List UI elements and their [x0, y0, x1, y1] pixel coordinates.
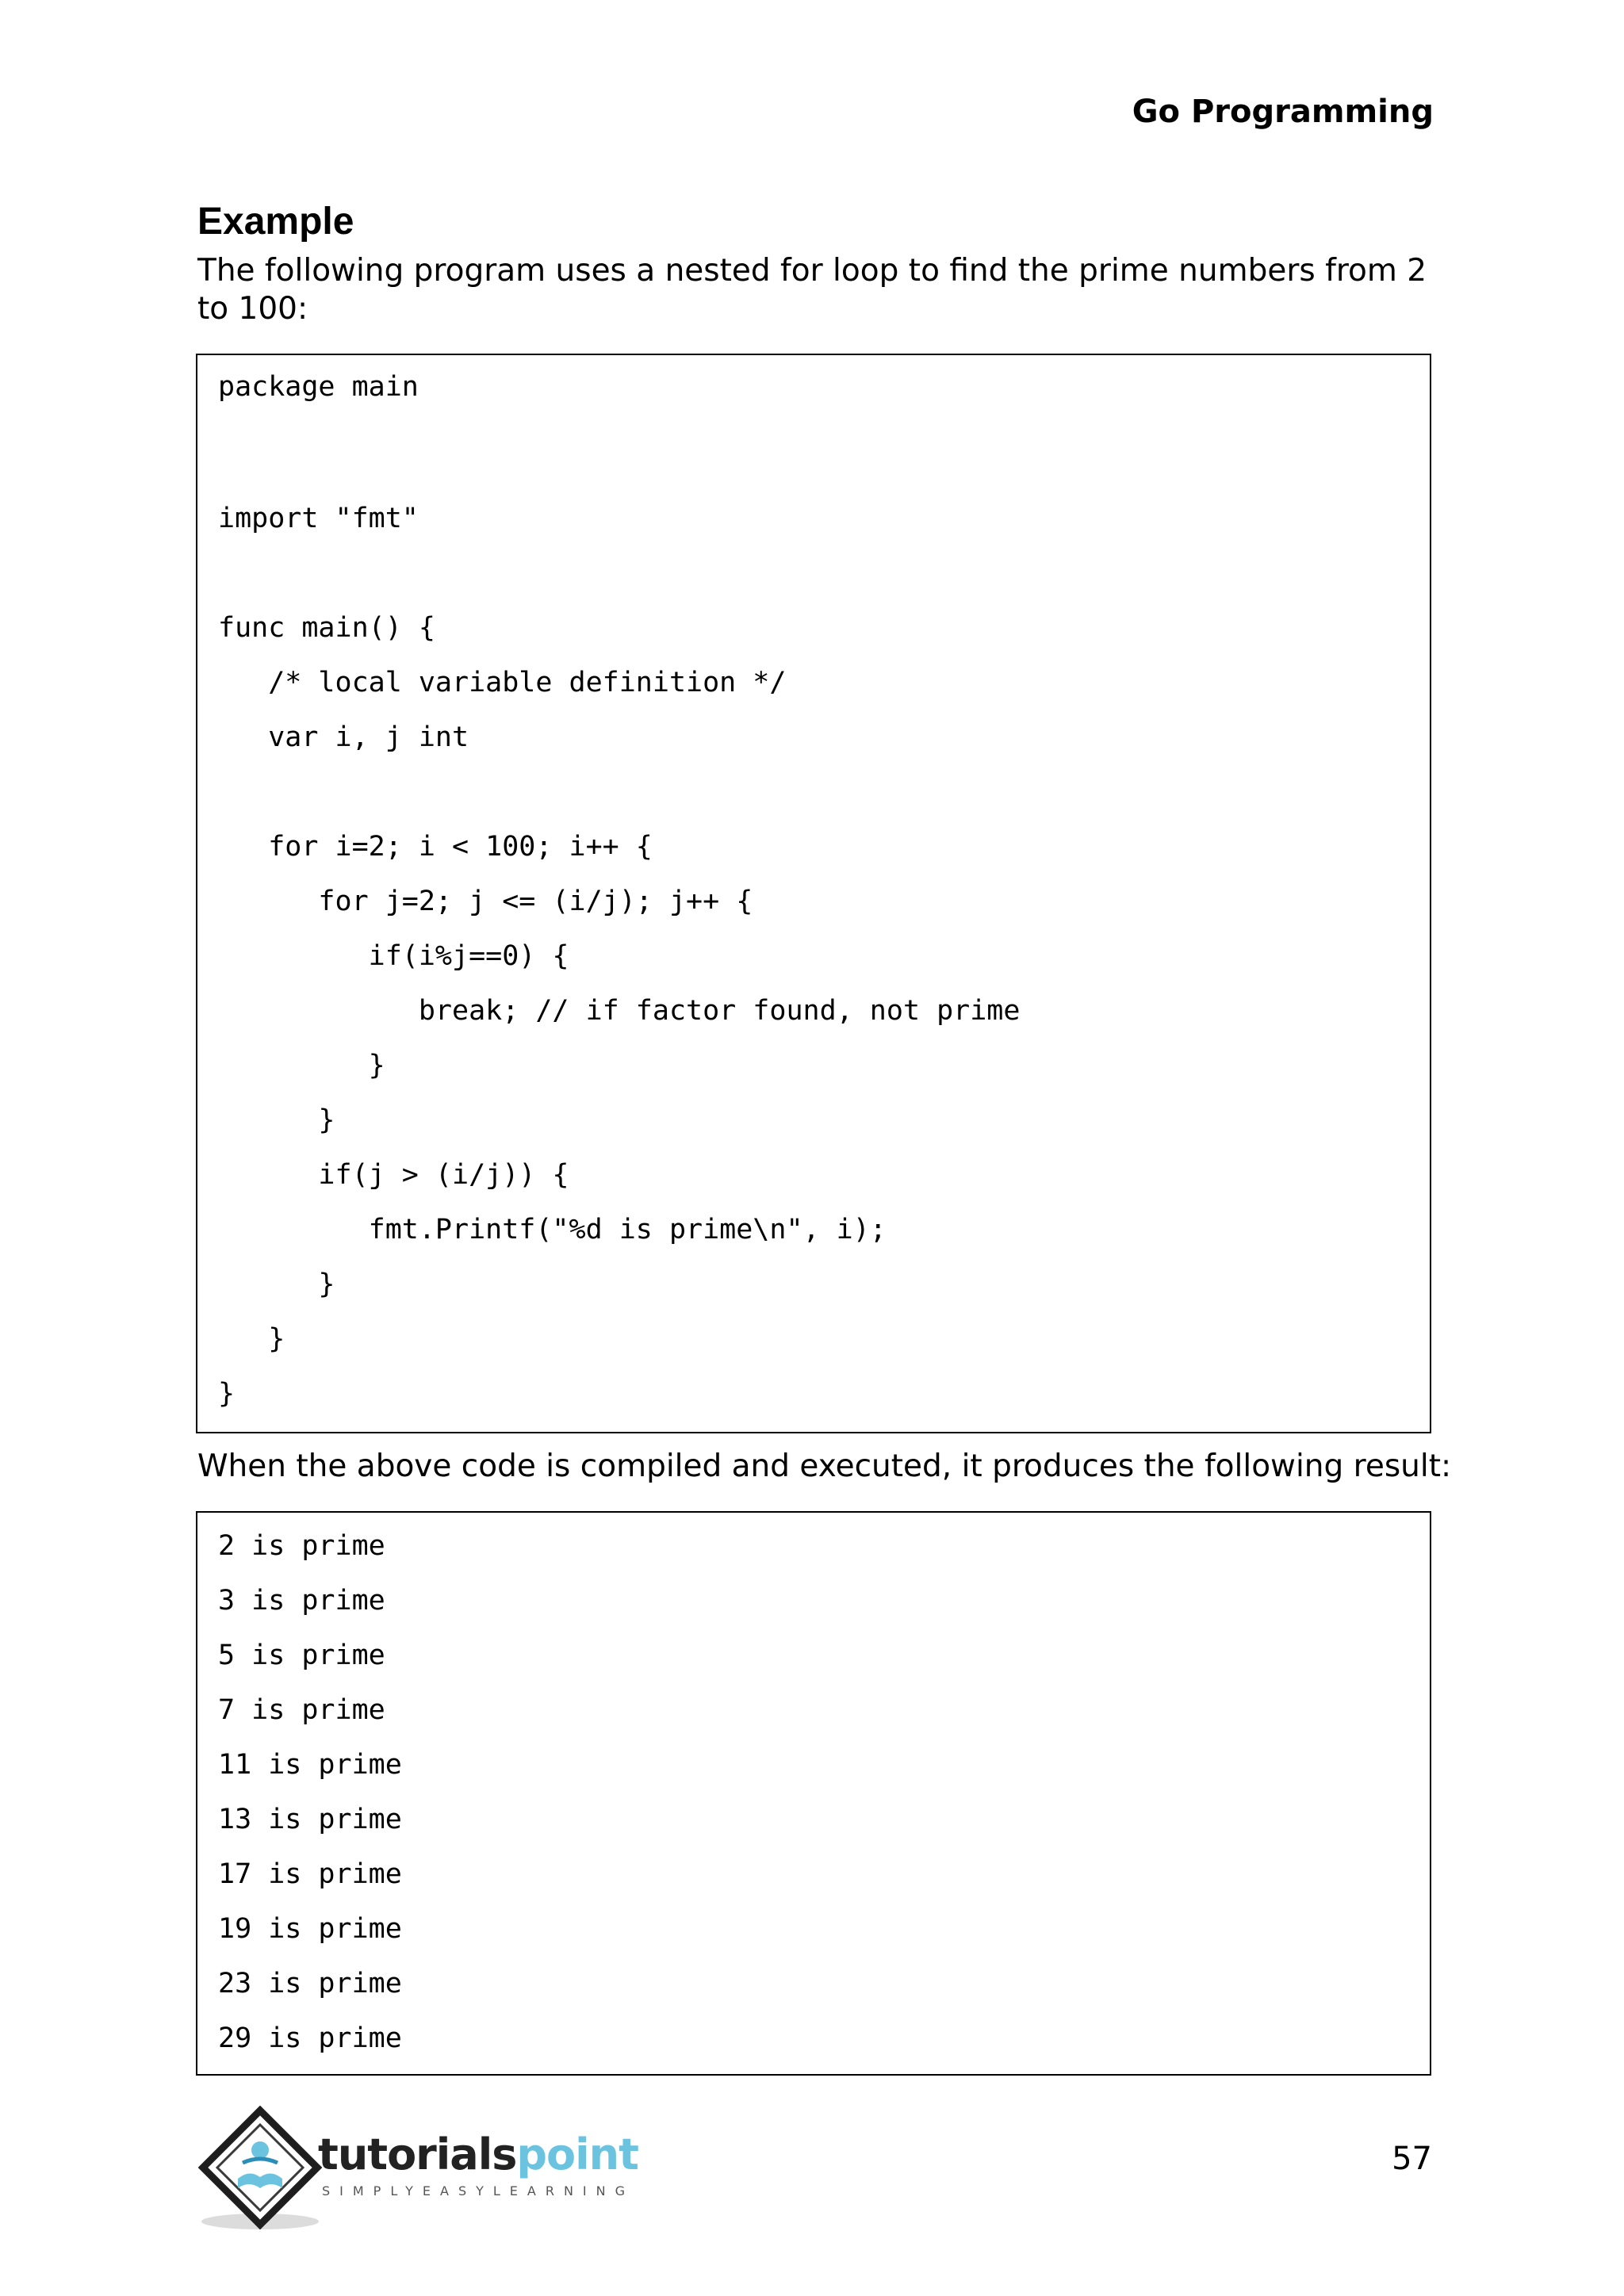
- logo-wordmark-point: point: [516, 2130, 638, 2179]
- code-line: var i, j int: [218, 721, 469, 753]
- code-line: }: [218, 1378, 236, 1410]
- code-line: func main() {: [218, 612, 435, 644]
- code-line: for i=2; i < 100; i++ {: [218, 831, 653, 863]
- code-line: }: [218, 1269, 335, 1300]
- program-output-block: [196, 1511, 1431, 2076]
- code-line: }: [218, 1104, 335, 1136]
- code-line: fmt.Printf("%d is prime\n", i);: [218, 1214, 887, 1246]
- output-line: 29 is prime: [218, 2022, 402, 2054]
- tutorialspoint-logo: [197, 2106, 641, 2233]
- code-line: break; // if factor found, not prime: [218, 995, 1021, 1027]
- section-heading: Example: [197, 201, 354, 243]
- output-line: 3 is prime: [218, 1585, 385, 1617]
- code-line: if(j > (i/j)) {: [218, 1159, 569, 1191]
- running-header: Go Programming: [1132, 94, 1434, 130]
- intro-paragraph: The following program uses a nested for loop to find the prime numbers from 2 to 100:: [197, 253, 1427, 327]
- output-line: 13 is prime: [218, 1804, 402, 1835]
- output-line: 23 is prime: [218, 1968, 402, 1999]
- code-line: /* local variable definition */: [218, 667, 787, 698]
- output-line: 11 is prime: [218, 1749, 402, 1781]
- code-line: for j=2; j <= (i/j); j++ {: [218, 886, 753, 917]
- result-intro-text: When the above code is compiled and executed, it produces the following result:: [197, 1448, 1452, 1484]
- output-line: 7 is prime: [218, 1694, 385, 1726]
- output-line: 17 is prime: [218, 1858, 402, 1890]
- program-code-block: [196, 354, 1431, 1433]
- code-line: if(i%j==0) {: [218, 940, 569, 972]
- logo-diamond-icon: [197, 2106, 324, 2233]
- code-line: }: [218, 1323, 285, 1355]
- logo-wordmark: [318, 2130, 638, 2179]
- output-line: 5 is prime: [218, 1640, 385, 1671]
- code-line: }: [218, 1050, 385, 1081]
- logo-wordmark-tutorials: tutorials: [318, 2130, 517, 2179]
- output-line: 2 is prime: [218, 1530, 385, 1562]
- logo-tagline: SIMPLYEASYLEARNING: [322, 2183, 635, 2198]
- output-line: 19 is prime: [218, 1913, 402, 1945]
- page-number: 57: [1392, 2141, 1432, 2177]
- code-line: package main: [218, 371, 419, 403]
- code-line: import "fmt": [218, 503, 419, 534]
